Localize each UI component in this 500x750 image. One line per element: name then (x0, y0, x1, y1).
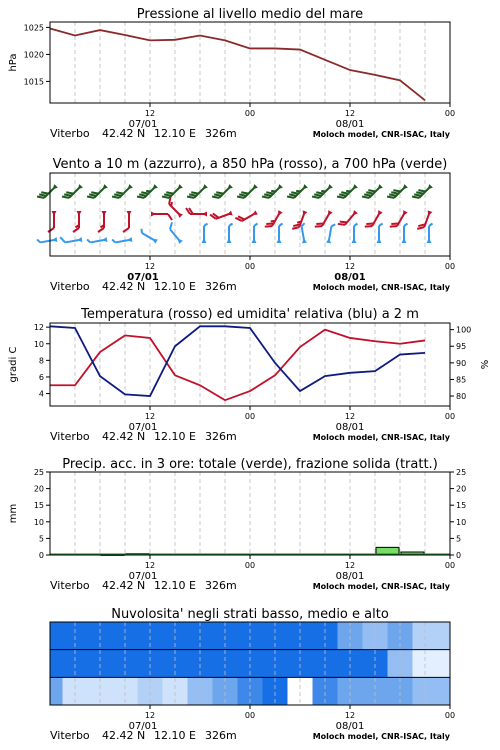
y-axis-label: mm (8, 503, 19, 524)
location-lon: 12.10 E (154, 579, 196, 592)
wind-barb (73, 211, 82, 232)
date-label: 07/01 (128, 571, 158, 582)
chart-title: Nuvolosita' negli strati basso, medio e alto (111, 607, 389, 622)
barb-feather (123, 228, 129, 232)
barb-head (252, 238, 257, 243)
date-label: 07/01 (128, 422, 158, 433)
y-tick-label: 10 (33, 517, 44, 527)
y-tick-label-right: 85 (456, 375, 467, 385)
wind-barb (138, 229, 158, 244)
x-tick-label: 00 (444, 412, 456, 421)
location-name: Viterbo (50, 127, 90, 140)
wind-barb (315, 208, 333, 230)
wind-barb (287, 182, 308, 203)
barb-half-feather (301, 223, 305, 226)
wind-barb (210, 207, 233, 222)
y-tick-label: 25 (33, 468, 44, 477)
date-label: 08/01 (335, 571, 365, 582)
wind-barb (227, 224, 233, 244)
location-alt: 326m (205, 280, 237, 293)
date-label: 07/01 (128, 721, 158, 732)
wind-barb (137, 182, 158, 203)
date-label: 08/01 (335, 119, 365, 130)
barb-shaft (170, 229, 179, 240)
barb-head (151, 212, 156, 217)
location-lat: 42.42 N (102, 579, 146, 592)
wind-barb (377, 224, 383, 244)
cloud-cell (413, 677, 451, 705)
location-lat: 42.42 N (102, 729, 146, 742)
barb-head (77, 211, 82, 216)
y-tick-label: 4 (38, 389, 44, 399)
y-tick-label-right: 15 (456, 501, 467, 511)
barb-shaft (302, 226, 304, 240)
cloud-cell (50, 650, 63, 678)
wind-barb (186, 208, 207, 217)
barb-half-feather (112, 239, 115, 243)
chart-title: Pressione al livello medio del mare (136, 7, 364, 22)
y-tick-label-right: 5 (456, 534, 462, 544)
location-name: Viterbo (50, 430, 90, 443)
wind-barb (37, 236, 57, 245)
x-tick-label: 12 (144, 412, 156, 421)
y-tick-label: 12 (33, 323, 44, 333)
barb-head (102, 211, 107, 216)
model-credit: Moloch model, CNR-ISAC, Italy (312, 732, 450, 741)
location-alt: 326m (205, 579, 237, 592)
wind-barb (48, 211, 57, 232)
model-credit: Moloch model, CNR-ISAC, Italy (312, 433, 450, 442)
y-tick-label-right: 0 (456, 551, 462, 560)
barb-shaft (329, 226, 331, 240)
wind-barb (187, 182, 208, 203)
y-tick-label-right: 95 (456, 342, 467, 352)
wind-barb (202, 224, 208, 244)
barb-feather (98, 228, 104, 232)
chart-title: Temperatura (rosso) ed umidita' relativa (blu) a 2 m (81, 307, 419, 322)
date-label: 07/01 (128, 119, 158, 130)
x-tick-label: 12 (344, 561, 356, 570)
x-tick-label: 12 (144, 561, 156, 570)
cloud-cell (413, 650, 451, 678)
location-name: Viterbo (50, 579, 90, 592)
y-tick-label: 0 (38, 551, 44, 560)
x-tick-label: 12 (344, 412, 356, 421)
chart-title: Vento a 10 m (azzurro), a 850 hPa (rosso), a 700 hPa (verde) (52, 157, 448, 172)
date-label: 07/01 (127, 272, 159, 283)
wind-barb (112, 182, 133, 203)
barb-head (202, 212, 207, 217)
wind-barb (412, 182, 433, 203)
wind-barb (60, 234, 82, 246)
cloud-cell (50, 622, 63, 650)
wind-barb (235, 207, 257, 225)
barb-head (227, 238, 232, 243)
y-tick-label-right: 80 (456, 392, 467, 402)
location-lat: 42.42 N (102, 280, 146, 293)
y-axis-label-right: % (480, 359, 491, 370)
wind-barb (252, 224, 258, 244)
wind-barb (151, 212, 172, 221)
location-alt: 326m (205, 430, 237, 443)
wind-barb (123, 211, 132, 232)
barb-feather (60, 237, 65, 244)
barb-half-feather (87, 239, 90, 243)
wind-barb (262, 182, 283, 203)
barb-shaft (115, 240, 129, 242)
wind-barb (337, 182, 358, 203)
y-axis-label: hPa (8, 53, 19, 72)
date-label: 08/01 (334, 272, 366, 283)
wind-barb (62, 182, 83, 203)
x-tick-label: 00 (244, 711, 256, 720)
wind-barb (87, 236, 107, 245)
barb-shaft (65, 240, 79, 242)
barb-head (377, 238, 382, 243)
barb-half-feather (331, 224, 335, 227)
x-tick-label: 12 (344, 711, 356, 720)
cloud-cell (413, 622, 451, 650)
wind-barb (212, 182, 233, 203)
wind-barb (87, 182, 108, 203)
wind-barb (326, 223, 335, 243)
barb-feather (73, 228, 79, 232)
date-label: 08/01 (335, 721, 365, 732)
wind-barb (292, 209, 307, 232)
y-tick-label: 5 (38, 534, 44, 544)
y-axis-label: gradi C (8, 346, 19, 383)
barb-head (202, 238, 207, 243)
barb-feather (48, 228, 54, 232)
x-tick-label: 00 (444, 711, 456, 720)
y-tick-label-right: 20 (456, 484, 467, 494)
barb-head (402, 238, 407, 243)
location-name: Viterbo (50, 729, 90, 742)
wind-barb (402, 224, 408, 244)
y-tick-label-right: 100 (456, 325, 472, 335)
barb-half-feather (254, 224, 258, 227)
barb-half-feather (429, 224, 433, 227)
model-credit: Moloch model, CNR-ISAC, Italy (312, 582, 450, 591)
x-tick-label: 00 (444, 262, 456, 271)
y-tick-label-right: 90 (456, 358, 467, 368)
wind-barb (312, 182, 333, 203)
x-tick-label: 12 (344, 262, 356, 271)
barb-half-feather (354, 224, 358, 227)
chart-title: Precip. acc. in 3 ore: totale (verde), frazione solida (tratt.) (62, 457, 438, 472)
barb-half-feather (204, 224, 208, 227)
y-tick-label: 6 (38, 372, 44, 382)
barb-half-feather (37, 239, 40, 243)
wind-barb (427, 224, 433, 244)
location-name: Viterbo (50, 280, 90, 293)
barb-half-feather (229, 224, 233, 227)
barb-head (277, 238, 282, 243)
barb-head (127, 211, 132, 216)
panel-frame-0 (50, 22, 450, 103)
y-tick-label: 15 (33, 501, 44, 511)
barb-feather (168, 214, 172, 220)
wind-barb (237, 182, 258, 203)
wind-barb (387, 182, 408, 203)
location-lon: 12.10 E (154, 280, 196, 293)
wind-barb (98, 211, 107, 232)
location-lat: 42.42 N (102, 127, 146, 140)
barb-half-feather (279, 224, 283, 227)
barb-half-feather (140, 229, 144, 233)
wind-barb (277, 224, 283, 244)
wind-barb (162, 182, 183, 203)
x-tick-label: 00 (244, 262, 256, 271)
barb-half-feather (404, 224, 408, 227)
x-tick-label: 12 (144, 711, 156, 720)
barb-head (52, 211, 57, 216)
location-lon: 12.10 E (154, 430, 196, 443)
y-tick-label: 1020 (23, 50, 44, 60)
y-tick-label: 1015 (23, 77, 44, 87)
x-tick-label: 00 (444, 561, 456, 570)
barb-shaft (90, 240, 104, 242)
wind-barb (417, 209, 432, 232)
y-tick-label-right: 25 (456, 468, 467, 477)
wind-barb (352, 224, 358, 244)
barb-shaft (40, 240, 54, 242)
x-tick-label: 12 (344, 109, 356, 118)
date-label: 08/01 (335, 422, 365, 433)
x-tick-label: 00 (444, 109, 456, 118)
barb-half-feather (379, 224, 383, 227)
location-lon: 12.10 E (154, 729, 196, 742)
x-tick-label: 00 (244, 561, 256, 570)
location-alt: 326m (205, 127, 237, 140)
location-lat: 42.42 N (102, 430, 146, 443)
wind-barb (166, 222, 186, 244)
model-credit: Moloch model, CNR-ISAC, Italy (312, 130, 450, 139)
x-tick-label: 12 (144, 262, 156, 271)
cloud-cell (50, 677, 63, 705)
x-tick-label: 00 (244, 109, 256, 118)
x-tick-label: 00 (244, 412, 256, 421)
wind-barb (37, 182, 58, 203)
barb-head (352, 238, 357, 243)
y-tick-label-right: 10 (456, 517, 467, 527)
y-tick-label: 8 (38, 356, 44, 366)
location-lon: 12.10 E (154, 127, 196, 140)
wind-barb (112, 236, 132, 245)
y-tick-label: 1025 (23, 23, 44, 33)
pressure-line (50, 28, 425, 100)
barb-feather (167, 222, 174, 229)
location-alt: 326m (205, 729, 237, 742)
temperature-line (50, 330, 425, 401)
barb-shaft (142, 233, 154, 240)
x-tick-label: 12 (144, 109, 156, 118)
wind-barb (362, 182, 383, 203)
humidity-line (50, 326, 425, 396)
y-tick-label: 10 (33, 339, 44, 349)
model-credit: Moloch model, CNR-ISAC, Italy (312, 283, 450, 292)
y-tick-label: 20 (33, 484, 44, 494)
barb-head (427, 238, 432, 243)
